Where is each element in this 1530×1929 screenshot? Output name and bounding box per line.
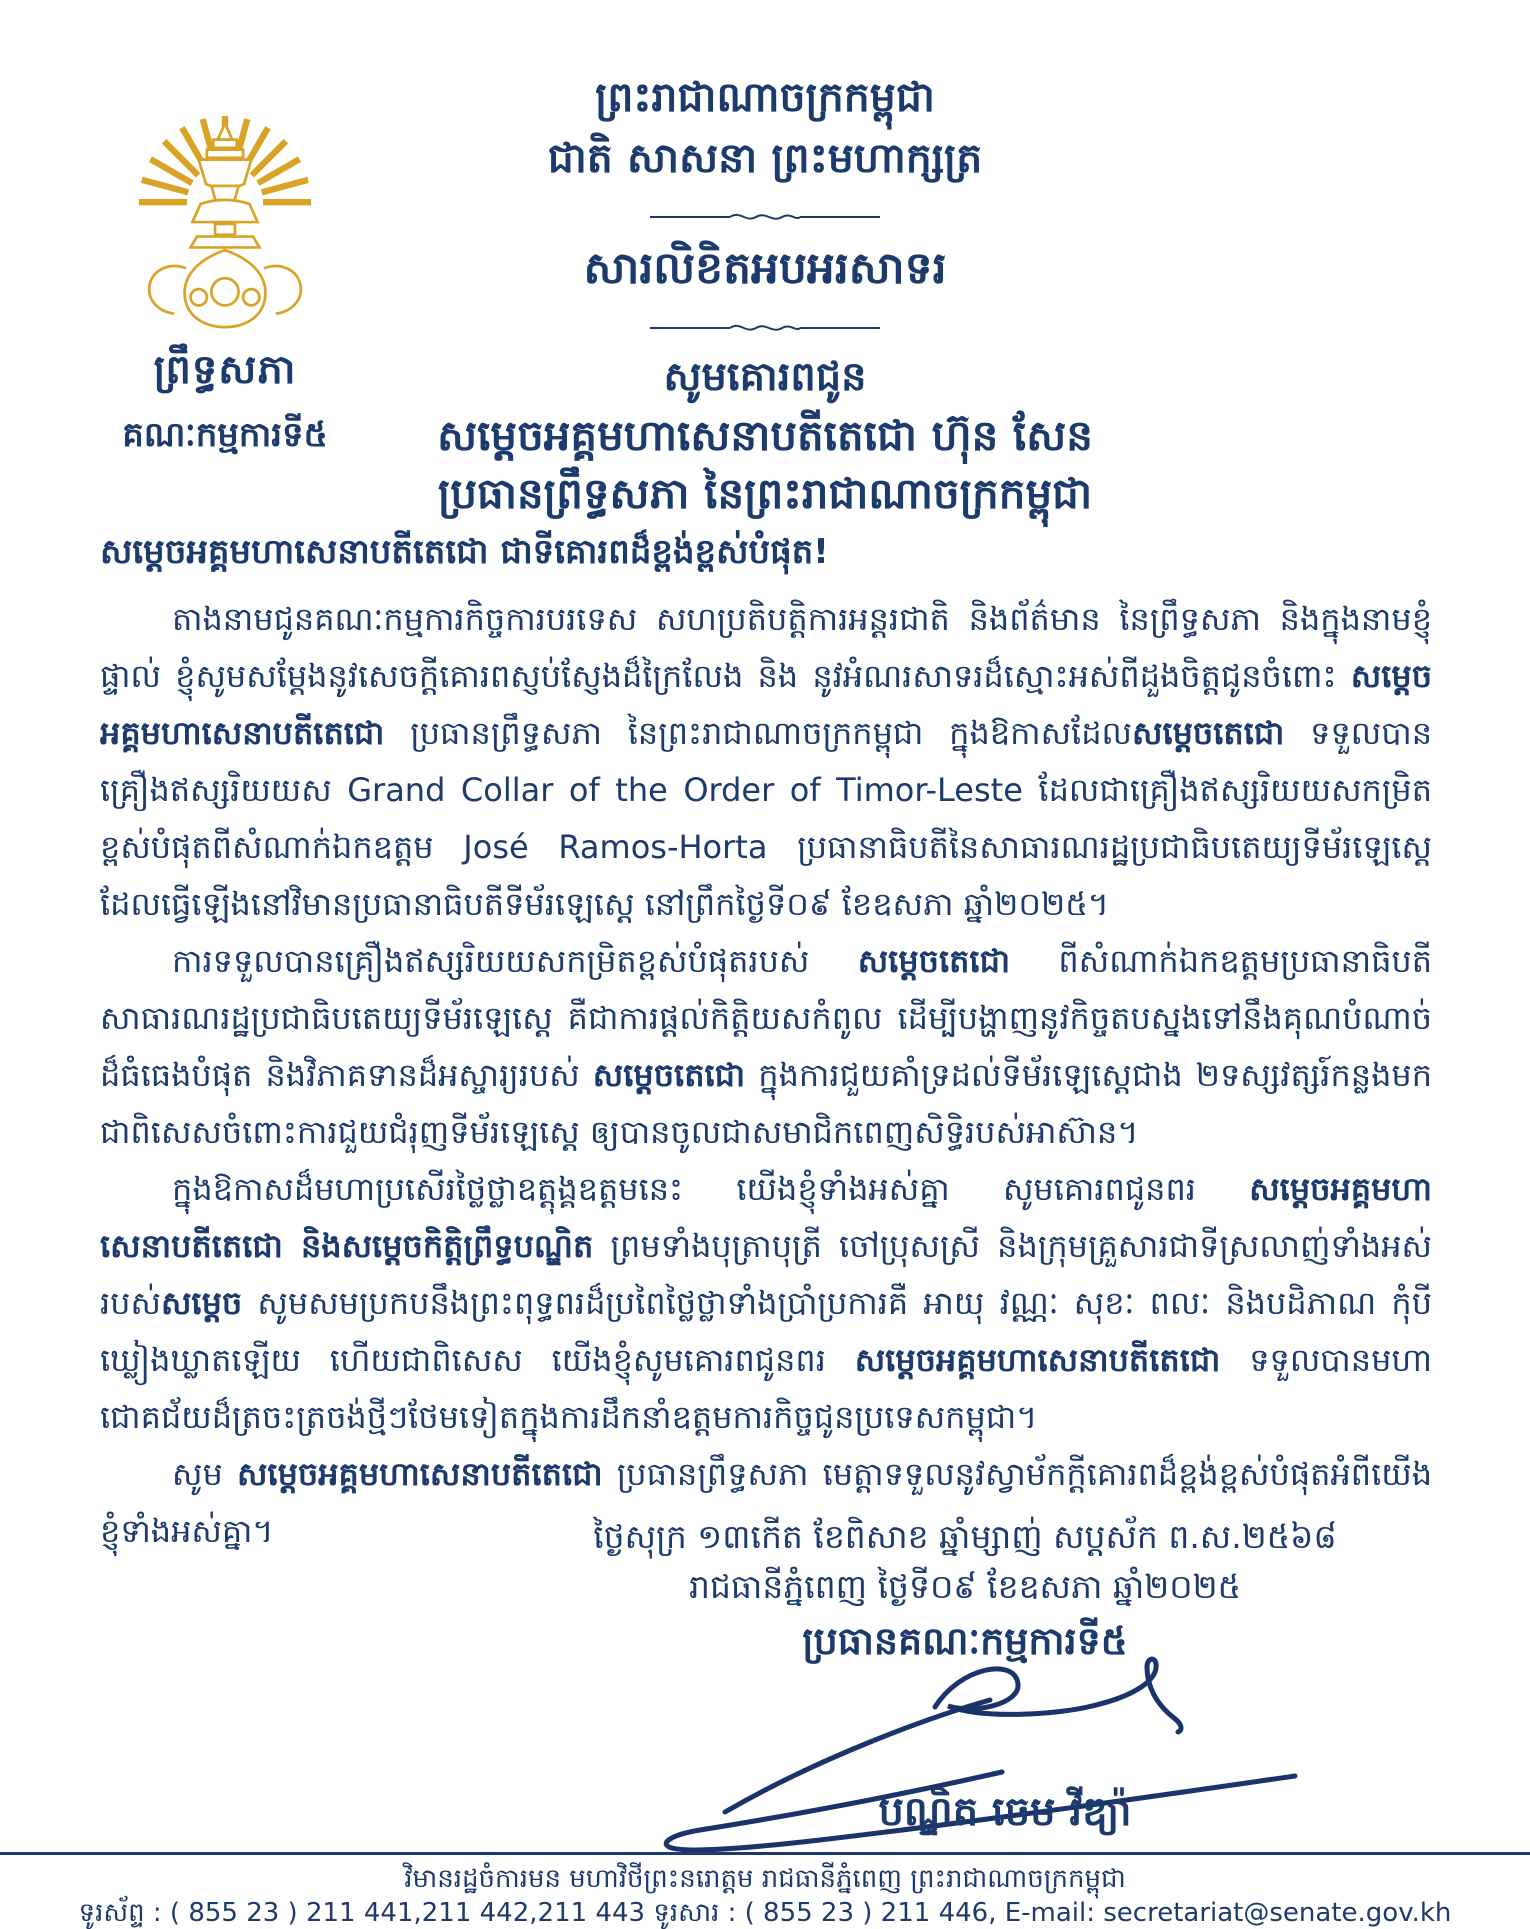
signer-title: ប្រធានគណៈកម្មការទី៥ [802, 1619, 1128, 1663]
footer-divider [0, 1852, 1530, 1855]
signer-name: បណ្ឌិត ចេម វីឌ្យ៉ា [878, 1789, 1132, 1835]
paragraph-1: តាងនាមជូនគណៈកម្មការកិច្ចការបរទេស សហប្រតិបត្តិការអន្តរជាតិ និងព័ត៌មាន នៃព្រឹទ្ធសភា និងក្នុងនាមខ្ញុំផ្ទាល់ ខ្ញុំសូមសម្តែងនូវសេចក្តីគោរពស្ញប់ស្ញែងដ៏ក្រៃលែង និង នូវអំណរសាទរដ៏ស្មោះអស់ពីដួងចិត្តជូនចំពោះ សម្តេចអគ្គមហាសេនាបតីតេជោ ប្រធានព្រឹទ្ធសភា នៃព្រះរាជាណាចក្រកម្ពុជា ក្នុងឱកាសដែលសម្តេចតេជោ ទទួលបានគ្រឿងឥស្សរិយយស Grand Collar of the Order of Timor-Leste ដែលជាគ្រឿងឥស្សរិយយសកម្រិតខ្ពស់បំផុតពីសំណាក់ឯកឧត្តម José Ramos-Horta ប្រធានាធិបតីនៃសាធារណរដ្ឋប្រជាធិបតេយ្យទីម័រឡេស្តេ ដែលធ្វើឡើងនៅវិមានប្រធានាធិបតីទីម័រឡេស្តេ នៅព្រឹកថ្ងៃទី០៩ ខែឧសភា ឆ្នាំ២០២៥។ [100, 600, 1432, 923]
ornamental-divider [650, 209, 880, 223]
paragraph-4: សូម សម្តេចអគ្គមហាសេនាបតីតេជោ ប្រធានព្រឹទ្ធសភា មេត្តាទទួលនូវស្វាម័កក្តីគោរពដ៏ខ្ពង់ខ្ពស់បំផុតអំពីយើងខ្ញុំទាំងអស់គ្នា។ [100, 1455, 1433, 1550]
letter-body [100, 524, 1432, 1560]
letter-title: សារលិខិតអបអរសាទរ [583, 242, 947, 294]
salutation: សម្តេចអគ្គមហាសេនាបតីតេជោ ជាទីគោរពដ៏ខ្ពង់ខ្ពស់បំផុត! [100, 532, 829, 572]
salute-line: សូមគោរពជូន [663, 353, 867, 400]
recipient-title: ប្រធានព្រឹទ្ធសភា នៃព្រះរាជាណាចក្រកម្ពុជា [437, 469, 1093, 518]
gregorian-date: រាជធានីភ្នំពេញ ថ្ងៃទី០៩ ខែឧសភា ឆ្នាំ២០២៥ [689, 1567, 1241, 1606]
letterhead [0, 72, 1530, 521]
recipient-name: សម្តេចអគ្គមហាសេនាបតីតេជោ ហ៊ុន សែន [437, 410, 1093, 460]
ornamental-divider [650, 320, 880, 334]
kingdom-title: ព្រះរាជាណាចក្រកម្ពុជា [595, 73, 935, 121]
closing-block [430, 1512, 1500, 1666]
lunar-date: ថ្ងៃសុក្រ ១៣កើត ខែពិសាខ ឆ្នាំម្សាញ់ សប្តស័ក ព.ស.២៥៦៨ [593, 1517, 1337, 1556]
senate-name: ព្រឹទ្ធសភា [153, 347, 297, 393]
commission-name: គណៈកម្មការទី៥ [122, 415, 328, 455]
paragraph-2: ការទទួលបានគ្រឿងឥស្សរិយយសកម្រិតខ្ពស់បំផុតរបស់ សម្តេចតេជោ ពីសំណាក់ឯកឧត្តមប្រធានាធិបតី សាធារណរដ្ឋប្រជាធិបតេយ្យទីម័រឡេស្តេ គឺជាការផ្តល់កិត្តិយសកំពូល ដើម្បីបង្ហាញនូវកិច្ចតបស្នងទៅនឹងគុណបំណាច់ដ៏ធំធេងបំផុត និងវិភាគទានដ៏អស្ចារ្យរបស់ សម្តេចតេជោ ក្នុងការជួយគាំទ្រដល់ទីម័រឡេស្តេជាង ២ទស្សវត្សរ៍កន្លងមក ជាពិសេសចំពោះការជួយជំរុញទីម័រឡេស្តេ ឲ្យបានចូលជាសមាជិកពេញសិទ្ធិរបស់អាស៊ាន។ [100, 942, 1432, 1151]
national-motto: ជាតិ សាសនា ព្រះមហាក្សត្រ [547, 134, 983, 183]
footer-address: វិមានរដ្ឋចំការមន មហាវិថីព្រះនរោត្តម រាជធានីភ្នំពេញ ព្រះរាជាណាចក្រកម្ពុជា [404, 1864, 1126, 1894]
paragraph-3: ក្នុងឱកាសដ៏មហាប្រសើរថ្លៃថ្លាឧត្តុង្គឧត្តមនេះ យើងខ្ញុំទាំងអស់គ្នា សូមគោរពជូនពរ សម្តេចអគ្គមហាសេនាបតីតេជោ និងសម្តេចកិត្តិព្រឹទ្ធបណ្ឌិត ព្រមទាំងបុត្រាបុត្រី ចៅប្រុសស្រី និងក្រុមគ្រួសារជាទីស្រលាញ់ទាំងអស់របស់សម្តេច សូមសមប្រកបនឹងព្រះពុទ្ធពរដ៏ប្រពៃថ្លៃថ្លាទាំងប្រាំប្រការគឺ អាយុ វណ្ណៈ សុខៈ ពលៈ និងបដិភាណ កុំបីឃ្លៀងឃ្លាតឡើយ ហើយជាពិសេស យើងខ្ញុំសូមគោរពជូនពរ សម្តេចអគ្គមហាសេនាបតីតេជោ ទទួលបានមហាជោគជ័យដ៏ត្រចះត្រចង់ថ្មីៗថែមទៀតក្នុងការដឹកនាំឧត្តមការកិច្ចជូនប្រទេសកម្ពុជា។ [100, 1170, 1433, 1436]
footer-contact: ទូរស័ព្ទ : ( 855 23 ) 211 441,211 442,211 443 ទូរសារ : ( 855 23 ) 211 446, E-mail: secretariat@senate.gov.kh [78, 1898, 1452, 1928]
